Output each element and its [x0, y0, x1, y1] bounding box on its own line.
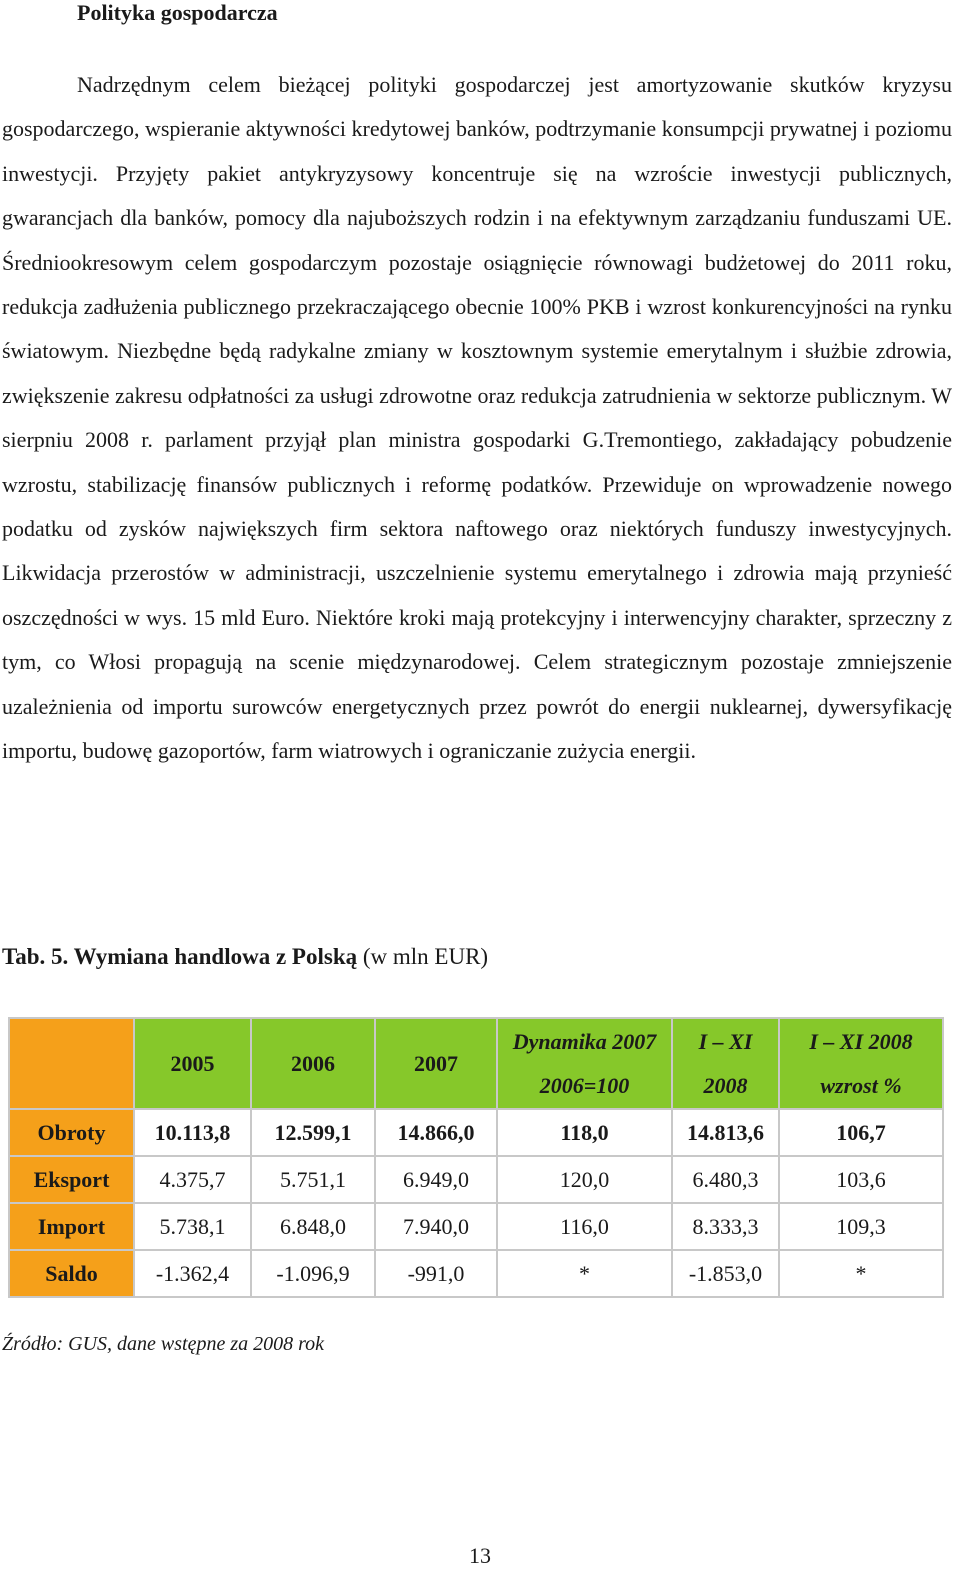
table-cell: 12.599,1 [251, 1109, 375, 1156]
table-cell: 8.333,3 [672, 1203, 779, 1250]
table-header-cell: Dynamika 2007 2006=100 [497, 1018, 672, 1109]
table-cell: 10.113,8 [134, 1109, 251, 1156]
row-label: Obroty [9, 1109, 134, 1156]
table-caption-title: Tab. 5. Wymiana handlowa z Polską [2, 944, 358, 969]
table-cell: * [497, 1250, 672, 1297]
table-cell: -1.096,9 [251, 1250, 375, 1297]
row-label: Eksport [9, 1156, 134, 1203]
table-cell: 5.751,1 [251, 1156, 375, 1203]
table-cell: 120,0 [497, 1156, 672, 1203]
table-cell: -991,0 [375, 1250, 497, 1297]
table-row [9, 1109, 943, 1156]
table-header-row [9, 1018, 943, 1109]
table-row [9, 1203, 943, 1250]
row-label: Saldo [9, 1250, 134, 1297]
table-header-cell: 2005 [134, 1018, 251, 1109]
table-header-corner [9, 1018, 134, 1109]
body-paragraph: Nadrzędnym celem bieżącej polityki gospodarczej jest amortyzowanie skutków kryzysu gospodarczego, wspieranie aktywności kredytowej banków, podtrzymanie konsumpcji prywatnej i poziomu inwestycji. Przyjęty pakiet antykryzysowy koncentruje się na wzroście inwestycji publicznych, gwarancjach dla banków, pomocy dla najuboższych rodzin i na efektywnym zarządzaniu funduszami UE. Średniookresowym celem gospodarczym pozostaje osiągnięcie równowagi budżetowej do 2011 roku, redukcja zadłużenia publicznego przekraczającego obecnie 100% PKB i wzrost konkurencyjności na rynku światowym. Niezbędne będą radykalne zmiany w kosztownym systemie emerytalnym i służbie zdrowia, zwiększenie zakresu odpłatności za usługi zdrowotne oraz redukcja zatrudnienia w sektorze publicznym. W sierpniu 2008 r. parlament przyjął plan ministra gospodarki G.Tremontiego, zakładający pobudzenie wzrostu, stabilizację finansów publicznych i reformę podatków. Przewiduje on wprowadzenie nowego podatku od zysków największych firm sektora naftowego oraz niektórych funduszy inwestycyjnych. Likwidacja przerostów w administracji, uszczelnienie systemu emerytalnego i zdrowia mają przynieść oszczędności w wys. 15 mld Euro. Niektóre kroki mają protekcyjny i interwencyjny charakter, sprzeczny z tym, co Włosi propagują na scenie międzynarodowej. Celem strategicznym pozostaje zmniejszenie uzależnienia od importu surowców energetycznych przez powrót do energii nuklearnej, dywersyfikację importu, budowę gazoportów, farm wiatrowych i ograniczanie zużycia energii. [2, 72, 952, 764]
section-heading: Polityka gospodarcza [77, 0, 278, 25]
row-label: Import [9, 1203, 134, 1250]
table-header-cell: I – XI 2008 [672, 1018, 779, 1109]
table-cell: 6.848,0 [251, 1203, 375, 1250]
table-cell: * [779, 1250, 943, 1297]
table-header-cell: 2007 [375, 1018, 497, 1109]
table-row [9, 1156, 943, 1203]
table-cell: 109,3 [779, 1203, 943, 1250]
table-row [9, 1250, 943, 1297]
trade-table [8, 1017, 944, 1298]
table-cell: 7.940,0 [375, 1203, 497, 1250]
table-source-note: Źródło: GUS, dane wstępne za 2008 rok [2, 1333, 325, 1355]
table-header-cell: 2006 [251, 1018, 375, 1109]
page-number: 13 [469, 1543, 491, 1568]
table-cell: 106,7 [779, 1109, 943, 1156]
table-header-cell: I – XI 2008 wzrost % [779, 1018, 943, 1109]
table-cell: -1.362,4 [134, 1250, 251, 1297]
table-cell: 6.949,0 [375, 1156, 497, 1203]
table-caption [2, 942, 488, 972]
table-cell: 118,0 [497, 1109, 672, 1156]
table-cell: 116,0 [497, 1203, 672, 1250]
table-cell: 4.375,7 [134, 1156, 251, 1203]
table-cell: -1.853,0 [672, 1250, 779, 1297]
table-cell: 5.738,1 [134, 1203, 251, 1250]
table-cell: 14.813,6 [672, 1109, 779, 1156]
table-cell: 14.866,0 [375, 1109, 497, 1156]
table-cell: 103,6 [779, 1156, 943, 1203]
table-cell: 6.480,3 [672, 1156, 779, 1203]
table-caption-unit: (w mln EUR) [357, 944, 489, 969]
